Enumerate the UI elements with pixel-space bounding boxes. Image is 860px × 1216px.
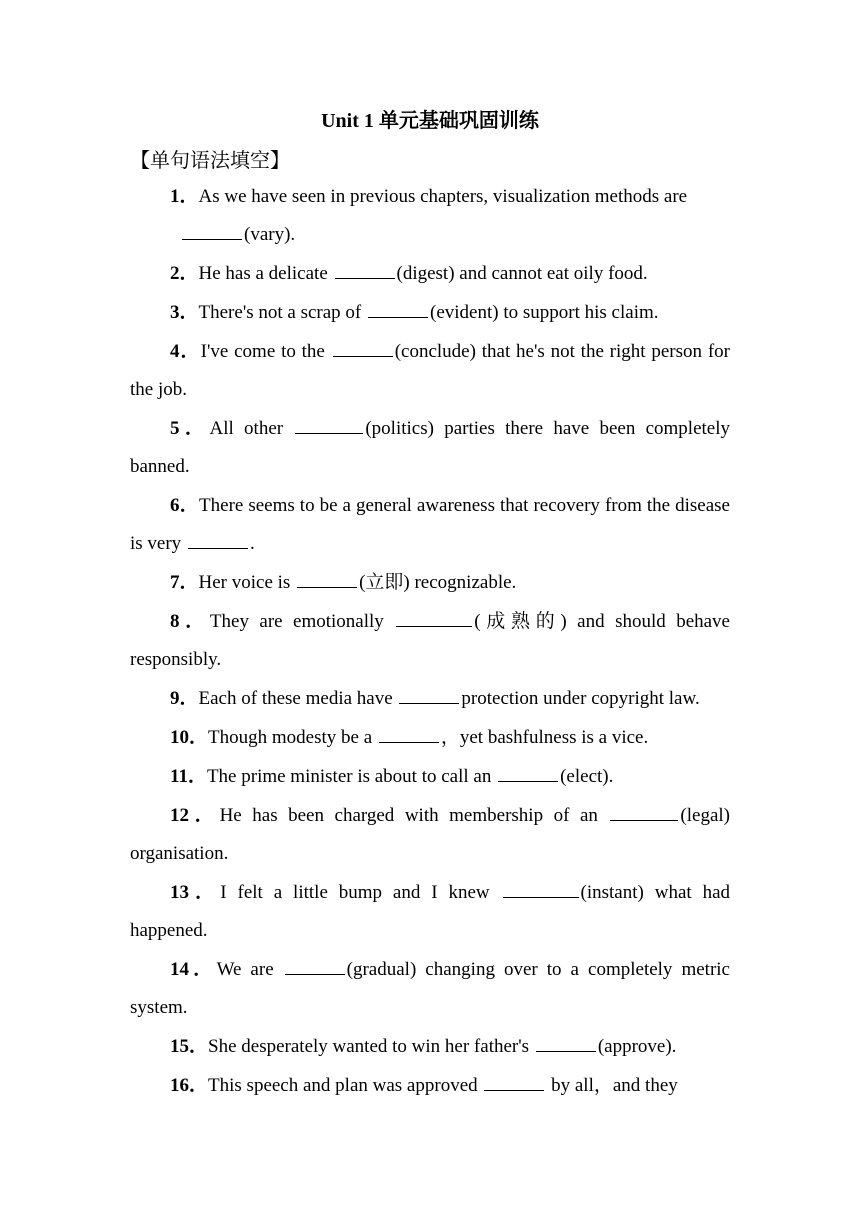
exercise-item — [130, 410, 730, 486]
item-text: She desperately wanted to win her father's — [208, 1036, 530, 1057]
answer-blank[interactable] — [188, 530, 248, 549]
item-number: 7． — [170, 572, 199, 593]
answer-blank[interactable] — [396, 608, 472, 627]
answer-blank[interactable] — [399, 685, 459, 704]
item-number: 13． — [170, 882, 221, 903]
answer-blank[interactable] — [285, 956, 345, 975]
exercise-item — [130, 603, 730, 679]
answer-blank[interactable] — [295, 415, 363, 434]
answer-blank[interactable] — [368, 299, 428, 318]
answer-blank[interactable] — [297, 569, 357, 588]
item-text: I felt a little bump and I knew — [220, 882, 490, 903]
exercise-item — [130, 680, 730, 718]
item-number: 10． — [170, 727, 209, 748]
item-number: 15． — [170, 1036, 209, 1057]
answer-blank[interactable] — [182, 221, 242, 240]
item-text: He has a delicate — [198, 263, 328, 284]
item-number: 6． — [170, 495, 200, 516]
item-number: 2． — [170, 263, 199, 284]
answer-blank[interactable] — [333, 338, 393, 357]
item-text: All other — [209, 418, 284, 439]
exercise-item — [130, 719, 730, 757]
page-title: Unit 1 单元基础巩固训练 — [321, 110, 539, 132]
exercise-item — [130, 1028, 730, 1066]
section-heading: 【单句语法填空】 — [130, 150, 290, 172]
item-text: (vary). — [244, 224, 296, 245]
item-text: ，yet bashfulness is a vice. — [440, 727, 649, 748]
item-number: 11． — [170, 766, 207, 787]
exercise-item — [130, 333, 730, 409]
exercise-item — [130, 255, 730, 293]
item-text: by all，and they — [551, 1075, 678, 1096]
item-text: Though modesty be a — [208, 727, 373, 748]
item-number: 3． — [170, 302, 199, 323]
item-text: They are emotionally — [209, 611, 384, 632]
exercise-item — [130, 758, 730, 796]
item-text: (digest) and cannot eat oily food. — [396, 263, 648, 284]
item-number: 9． — [170, 688, 199, 709]
answer-blank[interactable] — [610, 802, 678, 821]
answer-blank[interactable] — [503, 879, 579, 898]
item-number: 14． — [170, 959, 217, 980]
answer-blank[interactable] — [536, 1033, 596, 1052]
item-text: There's not a scrap of — [198, 302, 362, 323]
item-number: 1． — [170, 186, 199, 207]
item-text: (politics) parties there have been completely banned. — [130, 418, 730, 477]
item-text: (evident) to support his claim. — [430, 302, 659, 323]
item-number: 5． — [170, 418, 210, 439]
item-text: He has been charged with membership of an — [219, 805, 598, 826]
exercise-item — [130, 294, 730, 332]
exercise-item — [130, 797, 730, 873]
exercise-item — [130, 1067, 730, 1105]
item-text: (legal) organisation. — [130, 805, 730, 864]
item-text: Each of these media have — [198, 688, 393, 709]
item-text: This speech and plan was approved — [208, 1075, 478, 1096]
item-text: As we have seen in previous chapters, visualization methods are — [198, 186, 688, 207]
item-text: . — [249, 533, 255, 554]
item-number: 4． — [170, 341, 201, 362]
item-text: (gradual) changing over to a completely metric system. — [130, 959, 730, 1018]
item-text: (成熟的) and should behave responsibly. — [130, 611, 730, 670]
item-text: (elect). — [560, 766, 614, 787]
item-text: (conclude) that he's not the right person for the job. — [130, 341, 730, 400]
item-text: (立即) recognizable. — [359, 572, 517, 593]
answer-blank[interactable] — [484, 1072, 544, 1091]
answer-blank[interactable] — [498, 763, 558, 782]
item-text: The prime minister is about to call an — [206, 766, 492, 787]
item-text: We are — [216, 959, 274, 980]
exercise-list — [130, 178, 730, 1106]
item-text: (instant) what had happened. — [130, 882, 730, 941]
item-number: 8． — [170, 611, 210, 632]
item-text: There seems to be a general awareness that recovery from the disease is very — [130, 495, 730, 554]
exercise-item — [130, 951, 730, 1027]
exercise-item — [130, 178, 730, 254]
item-text: Her voice is — [198, 572, 291, 593]
item-text: protection under copyright law. — [461, 688, 700, 709]
item-number: 12． — [170, 805, 220, 826]
answer-blank[interactable] — [379, 724, 439, 743]
item-text: (approve). — [597, 1036, 677, 1057]
exercise-item — [130, 874, 730, 950]
item-number: 16． — [170, 1075, 209, 1096]
exercise-item — [130, 564, 730, 602]
item-text: I've come to the — [200, 341, 325, 362]
exercise-item — [130, 487, 730, 563]
answer-blank[interactable] — [335, 260, 395, 279]
